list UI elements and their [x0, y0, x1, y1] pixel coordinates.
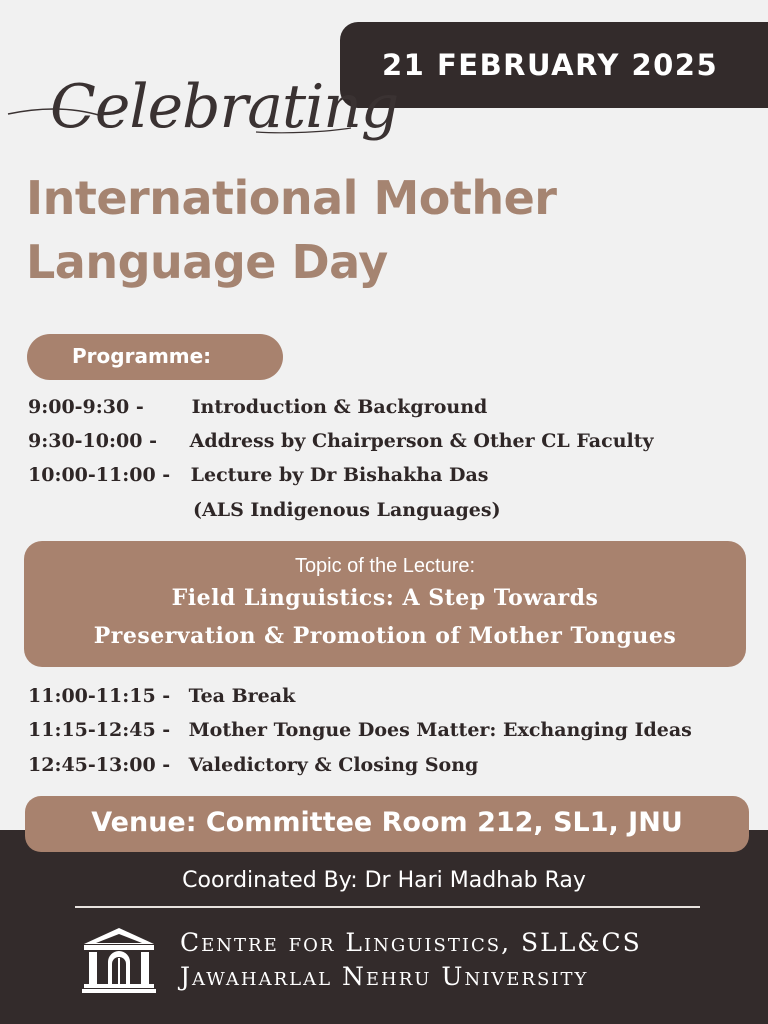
schedule-row — [28, 754, 478, 776]
divider — [75, 906, 700, 908]
schedule-event: Valedictory & Closing Song — [188, 754, 479, 776]
institution-line-1: Centre for Linguistics, SLL&CS — [180, 928, 642, 957]
schedule-row — [28, 430, 654, 452]
title-line-2: Language Day — [26, 235, 388, 289]
schedule-event: Introduction & Background — [191, 396, 488, 418]
university-building-icon — [82, 926, 156, 994]
topic-line-1: Field Linguistics: A Step Towards — [171, 585, 599, 611]
schedule-time: 11:00-11:15 - — [28, 685, 171, 707]
schedule-row — [28, 396, 487, 418]
lecture-note: (ALS Indigenous Languages) — [193, 499, 501, 521]
schedule-event: Lecture by Dr Bishakha Das — [190, 464, 489, 486]
coordinator-text: Coordinated By: Dr Hari Madhab Ray — [182, 868, 586, 893]
schedule-row — [28, 685, 295, 707]
institution-line-2: Jawaharlal Nehru University — [180, 962, 589, 991]
schedule-time: 10:00-11:00 - — [28, 464, 171, 486]
schedule-event: Mother Tongue Does Matter: Exchanging Ideas — [188, 719, 692, 741]
schedule-row — [28, 464, 488, 486]
date-banner — [340, 22, 768, 108]
topic-label: Topic of the Lecture: — [294, 555, 476, 577]
programme-heading — [27, 334, 283, 380]
schedule-time: 9:30-10:00 - — [28, 430, 157, 452]
programme-label: Programme: — [72, 344, 212, 368]
event-date: 21 FEBRUARY 2025 — [382, 48, 719, 82]
schedule-time: 9:00-9:30 - — [28, 396, 144, 418]
title-line-1: International Mother — [26, 171, 557, 225]
schedule-row — [28, 719, 692, 741]
venue-banner — [25, 796, 749, 852]
schedule-event: Address by Chairperson & Other CL Faculty — [189, 430, 654, 452]
schedule-time: 12:45-13:00 - — [28, 754, 171, 776]
schedule-event: Tea Break — [188, 685, 296, 707]
event-title — [26, 166, 726, 294]
topic-line-2: Preservation & Promotion of Mother Tongues — [93, 623, 677, 649]
venue-text: Venue: Committee Room 212, SL1, JNU — [91, 807, 683, 838]
celebrating-script: Celebrating — [50, 72, 399, 142]
lecture-topic-box — [24, 541, 746, 667]
schedule-time: 11:15-12:45 - — [28, 719, 171, 741]
